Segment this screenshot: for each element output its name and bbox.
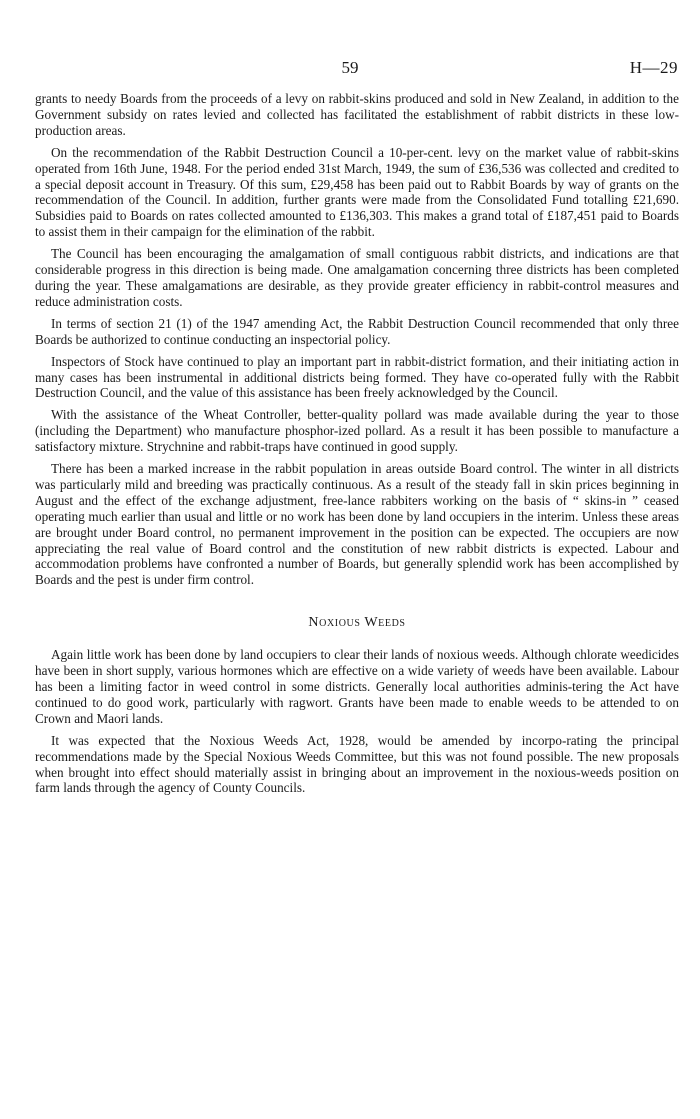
paragraph: With the assistance of the Wheat Controller, better-quality pollard was made available during the year to those (including the Department) who manufacture phosphor-ized pollard. As a result it has been possible to manufacture a satisfactory mixture. Strychnine and rabbit-traps have continued in good supply.: [35, 407, 679, 455]
page-header: [0, 58, 700, 82]
page-number: 59: [341, 58, 359, 77]
document-reference: H—29: [629, 58, 678, 77]
paragraph: Again little work has been done by land occupiers to clear their lands of noxious weeds. Although chlorate weedicides have been in short supply, various hormones which are effective on a wide variety of weeds have been available. Labour has been a limiting factor in weed control in some districts. Generally local authorities adminis-tering the Act have continued to do good work, particularly with ragwort. Grants have been made to enable weeds to be attended to on Crown and Maori lands.: [35, 647, 679, 726]
paragraph: grants to needy Boards from the proceeds of a levy on rabbit-skins produced and sold in New Zealand, in addition to the Government subsidy on rates levied and collected has facilitated the establishment of rabbit districts in these low-production areas.: [35, 91, 679, 138]
paragraph: There has been a marked increase in the rabbit population in areas outside Board control. The winter in all districts was particularly mild and breeding was practically continuous. As a result of the steady fall in skin prices beginning in August and the effect of the exchange adjustment, free-lance rabbiters working on the basis of “ skins-in ” ceased operating much earlier than usual and little or no work has been done by land occupiers in the interim. Unless these areas are brought under Board control, no permanent improvement in the position can be expected. The occupiers are now appreciating the real value of Board control and the constitution of new rabbit districts is expected. Labour and accommodation problems have confronted a number of Boards, but generally splendid work has been accomplished by Boards and the pest is under firm control.: [35, 461, 679, 588]
document-body: [35, 91, 679, 802]
paragraph: In terms of section 21 (1) of the 1947 amending Act, the Rabbit Destruction Council recommended that only three Boards be authorized to continue conducting an inspectorial policy.: [35, 315, 679, 347]
paragraph: Inspectors of Stock have continued to play an important part in rabbit-district formation, and their initiating action in many cases has been instrumental in additional districts being formed. They have co-operated fully with the Rabbit Destruction Council, and the value of this assistance has been freely acknowledged by the Council.: [35, 353, 679, 401]
paragraph: It was expected that the Noxious Weeds Act, 1928, would be amended by incorpo-rating the principal recommendations made by the Special Noxious Weeds Committee, but this was not found possible. The new proposals when brought into effect should materially assist in bringing about an improvement in the noxious-weeds position on farm lands through the agency of County Councils.: [35, 732, 679, 796]
paragraph: The Council has been encouraging the amalgamation of small contiguous rabbit districts, and indications are that considerable progress in this direction is being made. One amalgamation concerning three districts has been completed during the year. These amalgamations are desirable, as they provide greater efficiency in rabbit-control measures and reduce administration costs.: [35, 246, 679, 309]
section-heading: Noxious Weeds: [308, 615, 406, 631]
paragraph: On the recommendation of the Rabbit Destruction Council a 10-per-cent. levy on the market value of rabbit-skins operated from 16th June, 1948. For the period ended 31st March, 1949, the sum of £36,536 was collected and credited to a special deposit account in Treasury. Of this sum, £29,458 has been paid out to Rabbit Boards by way of grants on the recommendation of the Council. In addition, further grants were made from the Consolidated Fund totalling £21,690. Subsidies paid to Boards on rates collected amounted to £136,303. This makes a grand total of £187,451 paid to Boards to assist them in their campaign for the elimination of the rabbit.: [35, 144, 679, 240]
